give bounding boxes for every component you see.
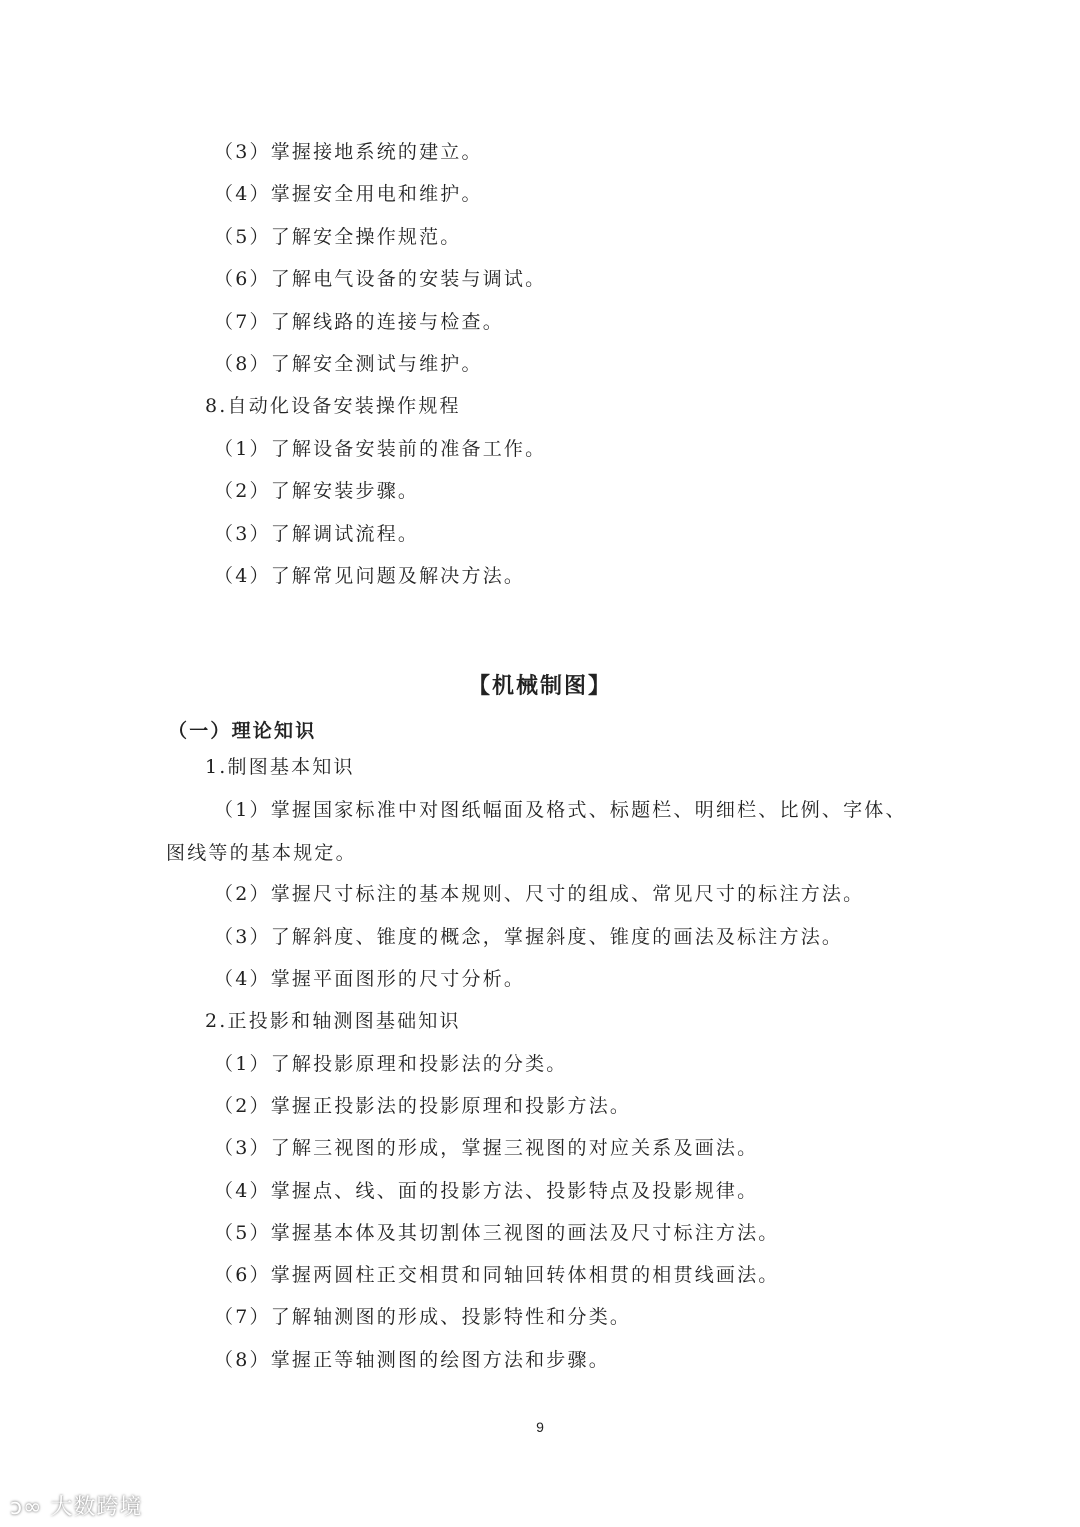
subheading: 8.自动化设备安装操作规程: [205, 395, 461, 417]
list-item: （3）掌握接地系统的建立。: [214, 141, 483, 163]
list-item: （8）了解安全测试与维护。: [214, 353, 483, 375]
list-item: （5）了解安全操作规范。: [214, 226, 462, 248]
list-item: （3）了解三视图的形成，掌握三视图的对应关系及画法。: [214, 1137, 759, 1159]
list-item: （1）了解投影原理和投影法的分类。: [214, 1053, 568, 1075]
paragraph: （1）掌握国家标准中对图纸幅面及格式、标题栏、明细栏、比例、字体、图线等的基本规定。: [166, 799, 907, 864]
list-item: （7）了解线路的连接与检查。: [214, 311, 504, 333]
list-item: （4）掌握点、线、面的投影方法、投影特点及投影规律。: [214, 1180, 759, 1202]
list-item: （3）了解斜度、锥度的概念，掌握斜度、锥度的画法及标注方法。: [214, 926, 844, 948]
list-item: （6）掌握两圆柱正交相贯和同轴回转体相贯的相贯线画法。: [214, 1264, 780, 1286]
list-item: （2）了解安装步骤。: [214, 480, 420, 502]
list-item: （4）掌握安全用电和维护。: [214, 183, 483, 205]
list-item: （3）了解调试流程。: [214, 523, 420, 545]
list-item: （4）掌握平面图形的尺寸分析。: [214, 968, 526, 990]
watermark-icon: ↄ∞: [10, 1495, 51, 1520]
watermark-text: 大数跨境: [50, 1495, 143, 1520]
list-item: （4）了解常见问题及解决方法。: [214, 565, 526, 587]
subheading: 2.正投影和轴测图基础知识: [205, 1010, 461, 1032]
list-item: （2）掌握尺寸标注的基本规则、尺寸的组成、常见尺寸的标注方法。: [214, 883, 865, 905]
watermark-logo: [10, 1490, 142, 1521]
list-item: （2）掌握正投影法的投影原理和投影方法。: [214, 1095, 632, 1117]
section-title: 【机械制图】: [467, 674, 612, 699]
section-heading: （一）理论知识: [168, 720, 317, 742]
list-item: （7）了解轴测图的形成、投影特性和分类。: [214, 1306, 632, 1328]
list-item: （5）掌握基本体及其切割体三视图的画法及尺寸标注方法。: [214, 1222, 780, 1244]
list-item: （6）了解电气设备的安装与调试。: [214, 268, 547, 290]
list-item: （8）掌握正等轴测图的绘图方法和步骤。: [214, 1349, 610, 1371]
subheading: 1.制图基本知识: [205, 756, 355, 778]
page-number: 9: [536, 1419, 544, 1435]
list-item: （1）了解设备安装前的准备工作。: [214, 438, 547, 460]
